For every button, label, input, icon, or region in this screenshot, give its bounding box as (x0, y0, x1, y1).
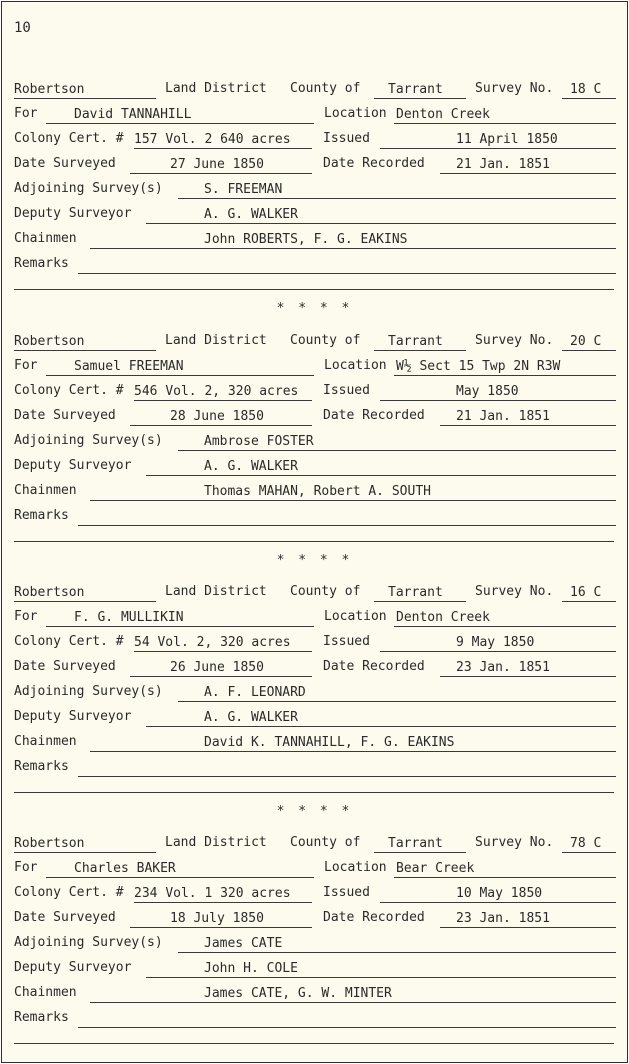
county-value (374, 836, 466, 853)
adjoining-surveys-label: Adjoining Survey(s) (14, 935, 163, 950)
issued-text: 10 May 1850 (456, 886, 543, 901)
location-text: Denton Creek (396, 610, 490, 625)
remarks-label: Remarks (14, 508, 69, 523)
remarks-value (78, 760, 616, 777)
record-separator-stars: * * * * (276, 804, 353, 819)
district-text: Robertson (14, 836, 85, 851)
adjoining-value (178, 182, 616, 199)
deputy-surveyor-text: A. G. WALKER (204, 459, 298, 474)
cert-detail: Vol. 2 640 acres (165, 132, 291, 147)
record-divider (14, 289, 614, 290)
survey-record-4 (2, 836, 627, 1056)
survey-record-3 (2, 585, 627, 805)
date-recorded-label: Date Recorded (323, 408, 425, 423)
issued-value (380, 132, 616, 149)
chainmen-label: Chainmen (14, 231, 77, 246)
cert-detail: Vol. 2, 320 acres (157, 635, 291, 650)
cert-detail: Vol. 1 320 acres (165, 886, 291, 901)
district-text: Robertson (14, 334, 85, 349)
location-label: Location (324, 358, 387, 373)
deputy-surveyor-label: Deputy Surveyor (14, 960, 132, 975)
adjoining-surveys-label: Adjoining Survey(s) (14, 433, 163, 448)
adjoining-value (178, 936, 616, 953)
location-text: Bear Creek (396, 861, 475, 876)
for-label: For (14, 106, 38, 121)
issued-value (380, 384, 616, 401)
chainmen-text: Thomas MAHAN, Robert A. SOUTH (204, 484, 431, 499)
date-recorded-value (440, 409, 616, 426)
for-label: For (14, 609, 38, 624)
county-of-label: County of (290, 835, 361, 850)
chainmen-label: Chainmen (14, 985, 77, 1000)
grantee-text: Samuel FREEMAN (74, 359, 184, 374)
date-surveyed-value (130, 409, 312, 426)
location-value (394, 861, 616, 878)
adjoining-value (178, 685, 616, 702)
survey-no-value (562, 585, 616, 602)
colony-cert-label: Colony Cert. # (14, 885, 124, 900)
deputy-surveyor-text: John H. COLE (204, 961, 298, 976)
issued-label: Issued (323, 131, 370, 146)
issued-label: Issued (323, 634, 370, 649)
colony-cert-label: Colony Cert. # (14, 634, 124, 649)
page-number: 10 (14, 20, 31, 36)
land-district-label: Land District (165, 835, 267, 850)
deputy-surveyor-label: Deputy Surveyor (14, 458, 132, 473)
colony-cert-value (134, 886, 312, 903)
county-text: Tarrant (388, 836, 443, 851)
adjoining-text: Ambrose FOSTER (204, 434, 314, 449)
deputy-surveyor-value (146, 459, 616, 476)
date-surveyed-label: Date Surveyed (14, 408, 116, 423)
date-surveyed-label: Date Surveyed (14, 659, 116, 674)
date-surveyed-value (130, 911, 312, 928)
chainmen-text: James CATE, G. W. MINTER (204, 986, 392, 1001)
record-separator-stars: * * * * (276, 553, 353, 568)
survey-no-value (562, 836, 616, 853)
grantee-text: F. G. MULLIKIN (74, 610, 184, 625)
county-of-label: County of (290, 333, 361, 348)
chainmen-label: Chainmen (14, 483, 77, 498)
survey-no-value (562, 334, 616, 351)
issued-value (380, 886, 616, 903)
county-value (374, 82, 466, 99)
date-recorded-label: Date Recorded (323, 910, 425, 925)
survey-no-value (562, 82, 616, 99)
colony-cert-value (134, 132, 312, 149)
adjoining-surveys-label: Adjoining Survey(s) (14, 181, 163, 196)
issued-text: May 1850 (456, 384, 519, 399)
land-district-value (14, 334, 156, 351)
survey-no-label: Survey No. (475, 835, 554, 850)
adjoining-text: James CATE (204, 936, 283, 951)
date-recorded-text: 23 Jan. 1851 (456, 660, 550, 675)
land-district-label: Land District (165, 584, 267, 599)
chainmen-text: David K. TANNAHILL, F. G. EAKINS (204, 735, 455, 750)
cert-number: 157 (134, 132, 158, 147)
land-district-value (14, 836, 156, 853)
date-recorded-text: 23 Jan. 1851 (456, 911, 550, 926)
date-recorded-text: 21 Jan. 1851 (456, 409, 550, 424)
grantee-value (46, 107, 314, 124)
adjoining-text: S. FREEMAN (204, 182, 283, 197)
location-value (394, 107, 616, 124)
survey-no-text: 78 C (570, 836, 602, 851)
date-surveyed-text: 18 July 1850 (170, 911, 264, 926)
for-label: For (14, 860, 38, 875)
colony-cert-label: Colony Cert. # (14, 131, 124, 146)
survey-no-text: 20 C (570, 334, 602, 349)
land-district-value (14, 585, 156, 602)
date-recorded-value (440, 157, 616, 174)
record-divider (14, 1043, 614, 1044)
date-surveyed-value (130, 157, 312, 174)
issued-value (380, 635, 616, 652)
adjoining-text: A. F. LEONARD (204, 685, 306, 700)
cert-number: 234 (134, 886, 158, 901)
date-surveyed-label: Date Surveyed (14, 156, 116, 171)
location-label: Location (324, 106, 387, 121)
record-separator-stars: * * * * (276, 301, 353, 316)
survey-no-text: 16 C (570, 585, 602, 600)
deputy-surveyor-value (146, 710, 616, 727)
remarks-value (78, 1011, 616, 1028)
location-text: W½ Sect 15 Twp 2N R3W (396, 359, 561, 374)
grantee-text: David TANNAHILL (74, 107, 192, 122)
issued-label: Issued (323, 885, 370, 900)
adjoining-value (178, 434, 616, 451)
date-surveyed-label: Date Surveyed (14, 910, 116, 925)
survey-record-1 (2, 82, 627, 302)
document-page (1, 1, 628, 1063)
grantee-value (46, 861, 314, 878)
survey-record-2 (2, 334, 627, 554)
location-value (394, 610, 616, 627)
remarks-label: Remarks (14, 256, 69, 271)
deputy-surveyor-value (146, 961, 616, 978)
survey-no-label: Survey No. (475, 81, 554, 96)
deputy-surveyor-label: Deputy Surveyor (14, 206, 132, 221)
cert-detail: Vol. 2, 320 acres (165, 384, 299, 399)
deputy-surveyor-label: Deputy Surveyor (14, 709, 132, 724)
date-surveyed-text: 26 June 1850 (170, 660, 264, 675)
location-text: Denton Creek (396, 107, 490, 122)
remarks-value (78, 257, 616, 274)
issued-text: 9 May 1850 (456, 635, 535, 650)
county-text: Tarrant (388, 585, 443, 600)
date-recorded-text: 21 Jan. 1851 (456, 157, 550, 172)
survey-no-text: 18 C (570, 82, 602, 97)
remarks-label: Remarks (14, 1010, 69, 1025)
deputy-surveyor-text: A. G. WALKER (204, 710, 298, 725)
colony-cert-label: Colony Cert. # (14, 383, 124, 398)
date-recorded-label: Date Recorded (323, 659, 425, 674)
land-district-label: Land District (165, 81, 267, 96)
county-text: Tarrant (388, 82, 443, 97)
grantee-value (46, 359, 314, 376)
remarks-value (78, 509, 616, 526)
district-text: Robertson (14, 585, 85, 600)
chainmen-value (90, 735, 616, 752)
date-recorded-value (440, 660, 616, 677)
chainmen-label: Chainmen (14, 734, 77, 749)
location-label: Location (324, 609, 387, 624)
county-value (374, 585, 466, 602)
remarks-label: Remarks (14, 759, 69, 774)
land-district-label: Land District (165, 333, 267, 348)
date-surveyed-text: 27 June 1850 (170, 157, 264, 172)
record-divider (14, 541, 614, 542)
chainmen-value (90, 232, 616, 249)
chainmen-value (90, 986, 616, 1003)
for-label: For (14, 358, 38, 373)
chainmen-value (90, 484, 616, 501)
issued-label: Issued (323, 383, 370, 398)
county-text: Tarrant (388, 334, 443, 349)
date-recorded-label: Date Recorded (323, 156, 425, 171)
adjoining-surveys-label: Adjoining Survey(s) (14, 684, 163, 699)
location-value (394, 359, 616, 376)
deputy-surveyor-value (146, 207, 616, 224)
colony-cert-value (134, 635, 312, 652)
date-surveyed-text: 28 June 1850 (170, 409, 264, 424)
colony-cert-value (134, 384, 312, 401)
county-value (374, 334, 466, 351)
issued-text: 11 April 1850 (456, 132, 558, 147)
location-label: Location (324, 860, 387, 875)
chainmen-text: John ROBERTS, F. G. EAKINS (204, 232, 408, 247)
date-recorded-value (440, 911, 616, 928)
grantee-value (46, 610, 314, 627)
deputy-surveyor-text: A. G. WALKER (204, 207, 298, 222)
survey-no-label: Survey No. (475, 333, 554, 348)
grantee-text: Charles BAKER (74, 861, 176, 876)
record-divider (14, 792, 614, 793)
county-of-label: County of (290, 81, 361, 96)
county-of-label: County of (290, 584, 361, 599)
land-district-value (14, 82, 156, 99)
date-surveyed-value (130, 660, 312, 677)
cert-number: 546 (134, 384, 158, 399)
survey-no-label: Survey No. (475, 584, 554, 599)
cert-number: 54 (134, 635, 150, 650)
district-text: Robertson (14, 82, 85, 97)
